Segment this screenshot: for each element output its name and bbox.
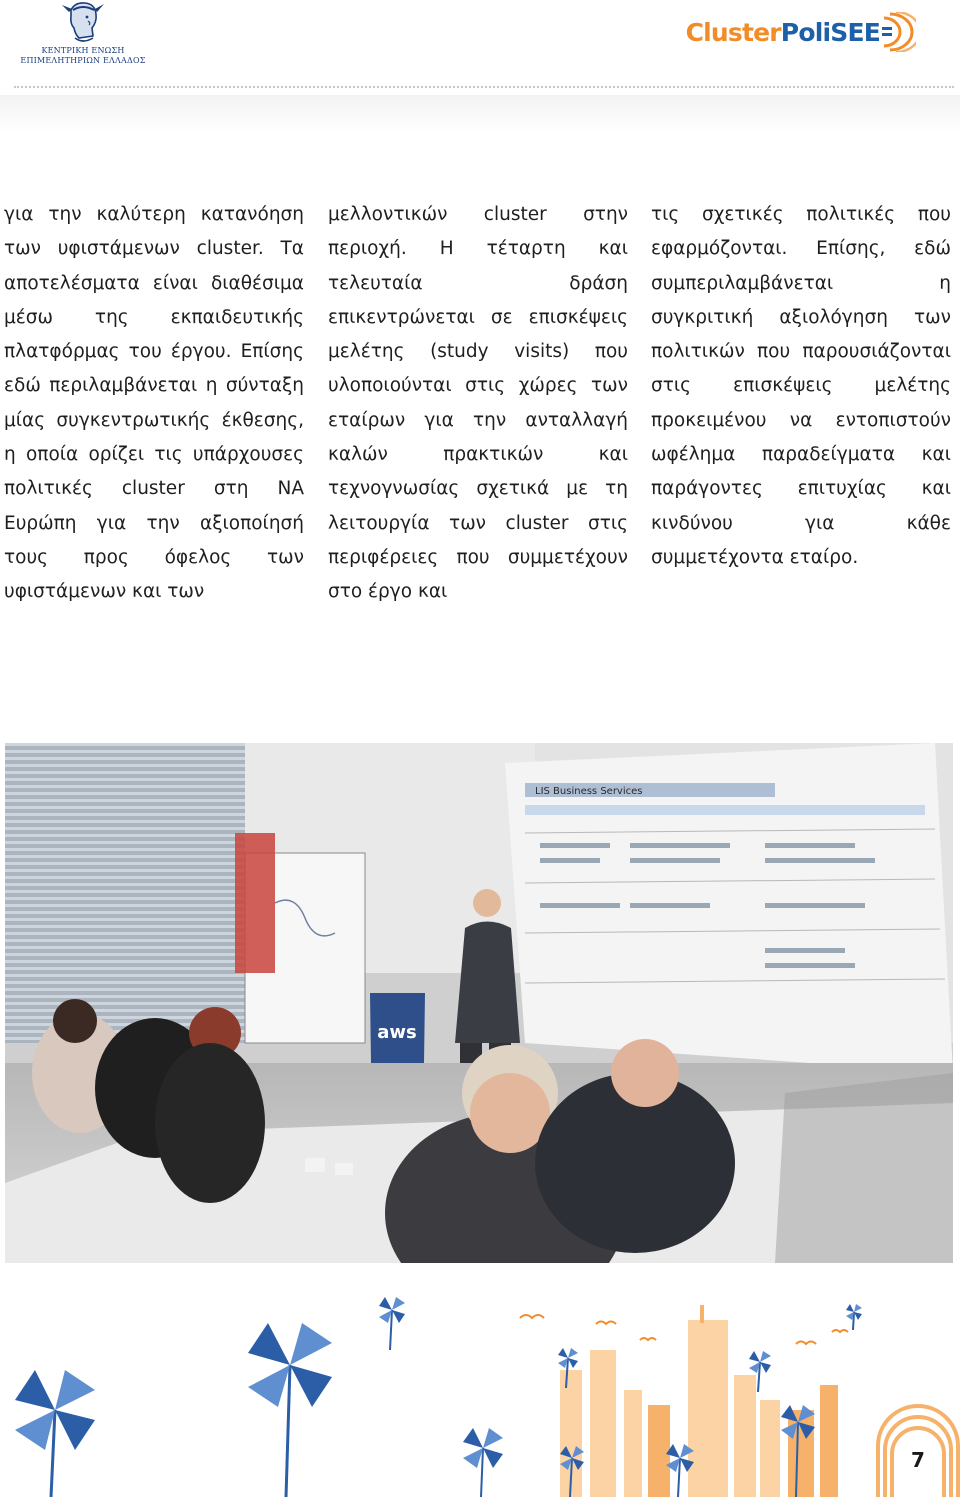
header-shadow-band <box>0 95 960 133</box>
pinwheel-icon <box>379 1297 405 1350</box>
pinwheel-icon <box>846 1304 862 1330</box>
page-header <box>0 0 960 95</box>
pinwheel-icon <box>248 1323 332 1497</box>
brand-arcs-icon <box>882 12 916 52</box>
chamber-logo <box>18 0 148 72</box>
podium-label: aws <box>377 1022 417 1043</box>
meeting-photo <box>5 743 953 1263</box>
page-number: 7 <box>911 1448 925 1472</box>
text-column-3: τις σχετικές πολιτικές που εφαρμόζονται. Επίσης, εδώ συμπεριλαμβάνεται η συγκριτική αξιολόγηση των πολιτικών που παρουσιάζονται στις επισκέψεις μελέτης προκειμένου να εντοπιστούν ωφέλημα παραδείγματα και παράγοντες επιτυχίας και κινδύνου για κάθε συμμετέχοντα εταίρο. <box>651 204 951 568</box>
footer-illustration <box>0 1280 960 1497</box>
brand-part1: Cluster <box>685 17 781 47</box>
text-column-2: μελλοντικών cluster στην περιοχή. Η τέταρτη και τελευταία δράση επικεντρώνεται σε επισκέψεις μελέτης (study visits) που υλοποιούνται στις χώρες των εταίρων για την ανταλλαγή καλών πρακτικών και τεχνογνωσίας σχετικά με τη λειτουργία των cluster στις περιφέρειες που συμμετέχουν στο έργο και <box>328 204 628 603</box>
hermes-head-icon <box>61 0 105 46</box>
clusterpolisee-logo <box>686 12 916 52</box>
pinwheel-icon <box>463 1428 503 1497</box>
chamber-logo-line1: ΚΕΝΤΡΙΚΗ ΕΝΩΣΗ <box>41 46 125 55</box>
text-column-1: για την καλύτερη κατανόηση των υφιστάμενων cluster. Τα αποτελέσματα είναι διαθέσιμα μέσω της εκπαιδευτικής πλατφόρμας του έργου. Επίσης εδώ περιλαμβάνεται η σύνταξη μίας συγκεντρωτικής έκθεσης, η οποία ορίζει τις υπάρχουσες πολιτικές cluster στη ΝΑ Ευρώπη για την αξιοποίησή τους προς όφελος των υφιστάμενων και των <box>4 204 304 603</box>
chamber-logo-line2: ΕΠΙΜΕΛΗΤΗΡΙΩΝ ΕΛΛΑΔΟΣ <box>20 56 146 65</box>
slide-title: LIS Business Services <box>535 786 643 797</box>
brand-part2: PoliSEE <box>780 17 880 47</box>
header-dotted-divider <box>14 86 954 88</box>
pinwheel-icon <box>15 1370 95 1497</box>
